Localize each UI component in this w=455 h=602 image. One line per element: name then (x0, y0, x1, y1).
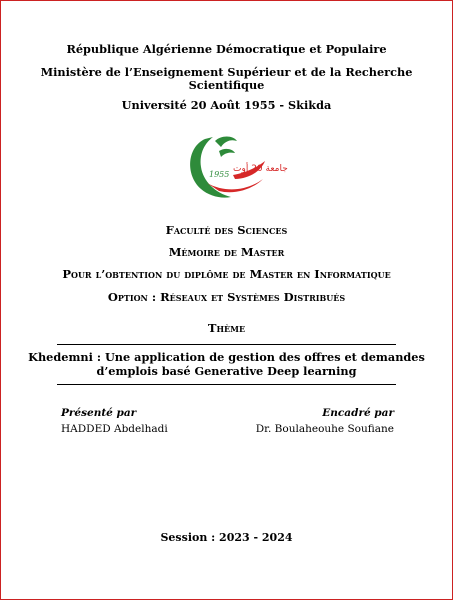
thesis-title-line1: Khedemni : Une application de gestion des offres et demandes (28, 350, 425, 364)
supervised-by-label: Encadré par (322, 407, 394, 419)
session-text: Session : 2023 - 2024 (160, 531, 293, 544)
supervised-by-block (256, 407, 394, 435)
student-name: HADDED Abdelhadi (61, 423, 168, 435)
ministry-heading-line1: Ministère de l’Enseignement Supérieur et de la Recherche (40, 65, 413, 79)
title-bottom-rule (57, 384, 396, 385)
option-heading: Option : Réseaux et Systèmes Distribués (107, 290, 346, 304)
thesis-title-line2: d’emplois basé Generative Deep learning (96, 364, 357, 378)
theme-label: Thème (207, 321, 246, 335)
logo-arabic-text: جامعة 20 أوت (233, 164, 288, 174)
presented-by-block (61, 407, 168, 435)
university-logo (185, 133, 288, 199)
supervisor-name: Dr. Boulaheouhe Soufiane (255, 423, 394, 435)
ministry-heading-line2: Scientifique (188, 78, 265, 92)
faculty-heading: Faculté des Sciences (165, 223, 288, 237)
presented-by-label: Présenté par (61, 407, 137, 419)
memoire-heading: Mémoire de Master (168, 245, 285, 259)
university-heading: Université 20 Août 1955 - Skikda (121, 98, 332, 112)
title-top-rule (57, 344, 396, 345)
purpose-heading: Pour l’obtention du diplôme de Master en Informatique (62, 267, 391, 281)
logo-year-text: 1955 (209, 170, 230, 179)
republic-heading: République Algérienne Démocratique et Populaire (66, 42, 387, 56)
